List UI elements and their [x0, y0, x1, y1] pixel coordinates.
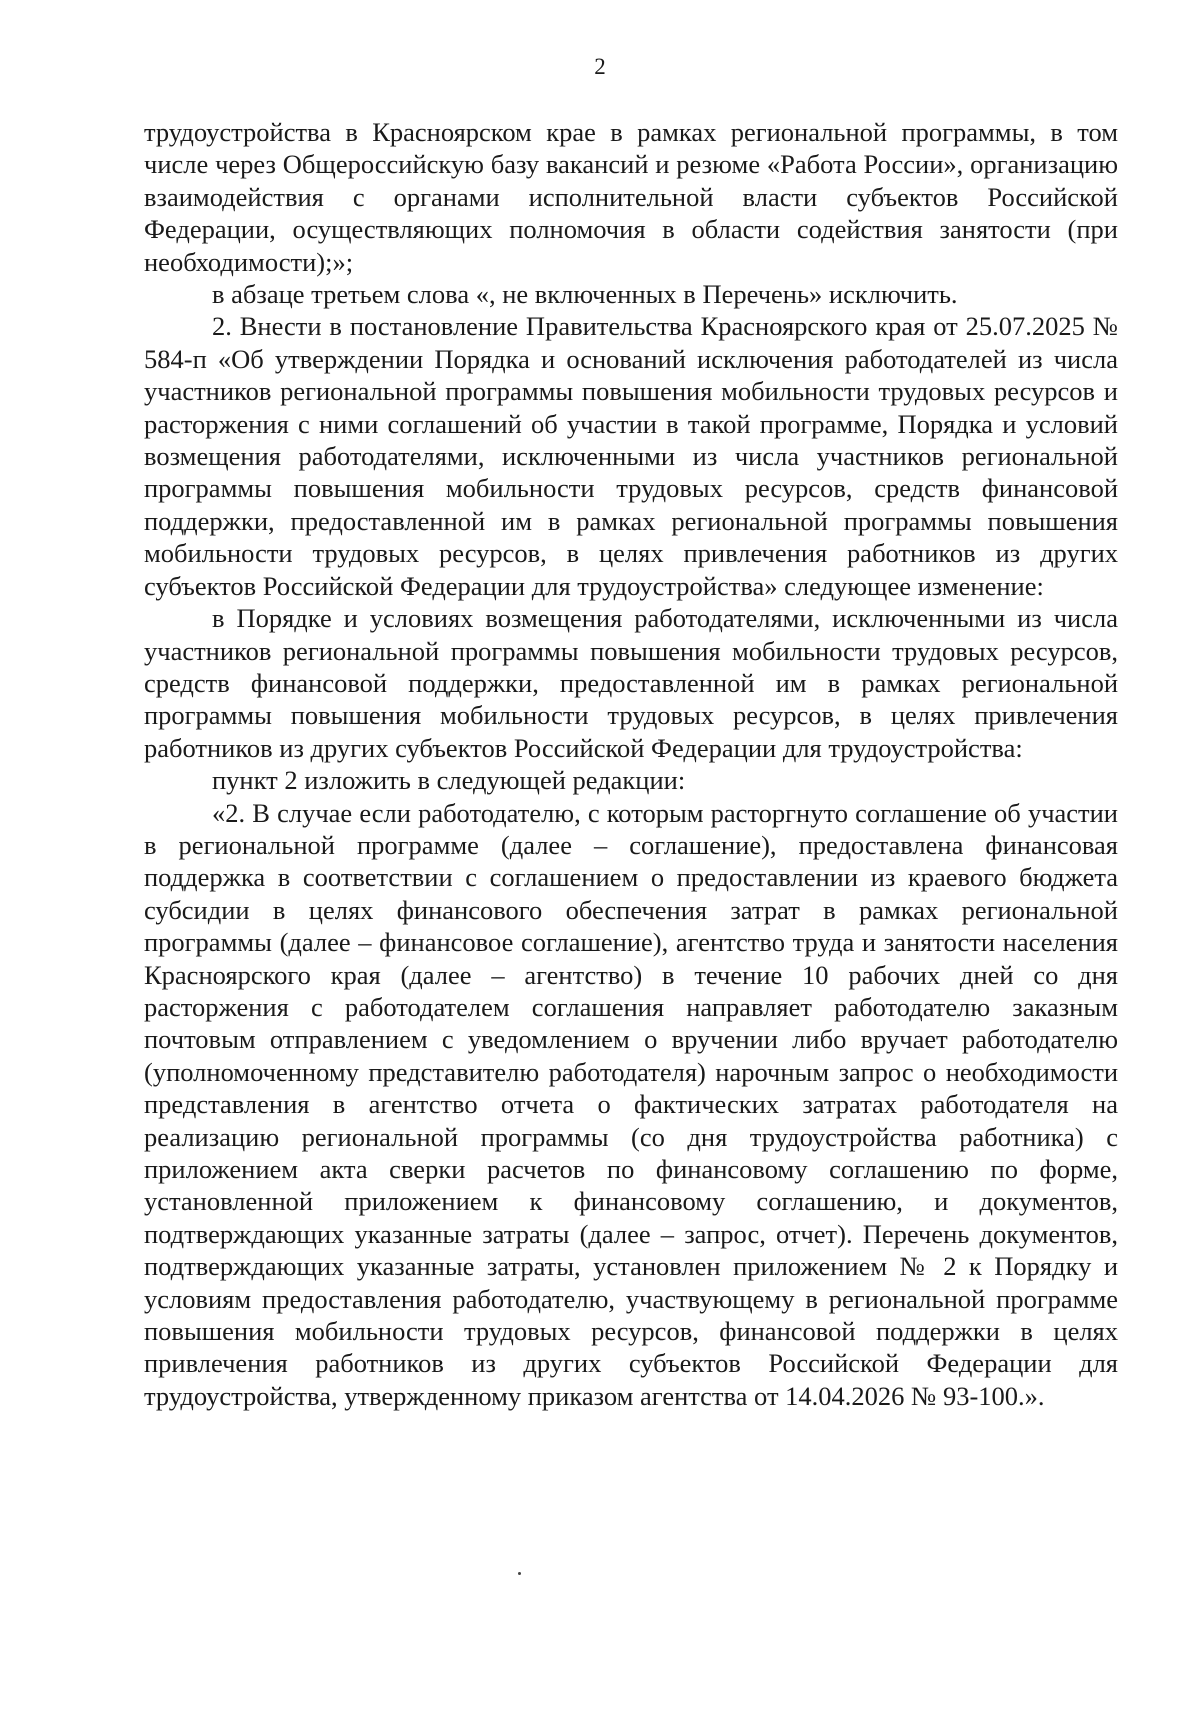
document-body [144, 116, 1118, 1412]
paragraph-point-2-text: «2. В случае если работодателю, с которым расторгнуто соглашение об участии в региональной программе (далее – соглашение), предоставлена финансовая поддержка в соответствии с соглашением о предоставлении из краевого бюджета субсидии в целях финансового обеспечения затрат в рамках региональной программы (далее – финансовое соглашение), агентство труда и занятости населения Красноярского края (далее – агентство) в течение 10 рабочих дней со дня расторжения с работодателем соглашения направляет работодателю заказным почтовым отправлением с уведомлением о вручении либо вручает работодателю (уполномоченному представителю работодателя) нарочным запрос о необходимости представления в агентство отчета о фактических затратах работодателя на реализацию региональной программы (со дня трудоустройства работника) с приложением акта сверки расчетов по финансовому соглашению по форме, установленной приложением к финансовому соглашению, и документов, подтверждающих указанные затраты (далее – запрос, отчет). Перечень документов, подтверждающих указанные затраты, установлен приложением № 2 к Порядку и условиям предоставления работодателю, участвующему в региональной программе повышения мобильности трудовых ресурсов, финансовой поддержки в целях привлечения работников из других субъектов Российской Федерации для трудоустройства, утвержденному приказом агентства от 14.04.2026 № 93-100.». [144, 797, 1118, 1411]
scan-dot [518, 1572, 521, 1575]
paragraph-procedure-reference: в Порядке и условиях возмещения работодателями, исключенными из числа участников региональной программы повышения мобильности трудовых ресурсов, средств финансовой поддержки, предоставленной им в рамках региональной программы повышения мобильности трудовых ресурсов, в целях привлечения работников из других субъектов Российской Федерации для трудоустройства: [144, 603, 1118, 763]
page-number: 2 [594, 54, 606, 79]
paragraph-item-2-amendment: 2. Внести в постановление Правительства Красноярского края от 25.07.2025 № 584-п «Об утверждении Порядка и оснований исключения работодателей из числа участников региональной программы повышения мобильности трудовых ресурсов и расторжения с ними соглашений об участии в такой программе, Порядка и условий возмещения работодателями, исключенными из числа участников региональной программы повышения мобильности трудовых ресурсов, средств финансовой поддержки, предоставленной им в рамках региональной программы повышения мобильности трудовых ресурсов, в целях привлечения работников из других субъектов Российской Федерации для трудоустройства» следующее изменение: [144, 311, 1118, 601]
paragraph-continuation: трудоустройства в Красноярском крае в рамках региональной программы, в том числе через Общероссийскую базу вакансий и резюме «Работа России», организацию взаимодействия с органами исполнительной власти субъектов Российской Федерации, осуществляющих полномочия в области содействия занятости (при необходимости);»; [144, 117, 1118, 277]
paragraph-abzac-exclusion: в абзаце третьем слова «, не включенных в Перечень» исключить. [212, 279, 958, 310]
paragraph-new-wording: пункт 2 изложить в следующей редакции: [212, 765, 686, 796]
